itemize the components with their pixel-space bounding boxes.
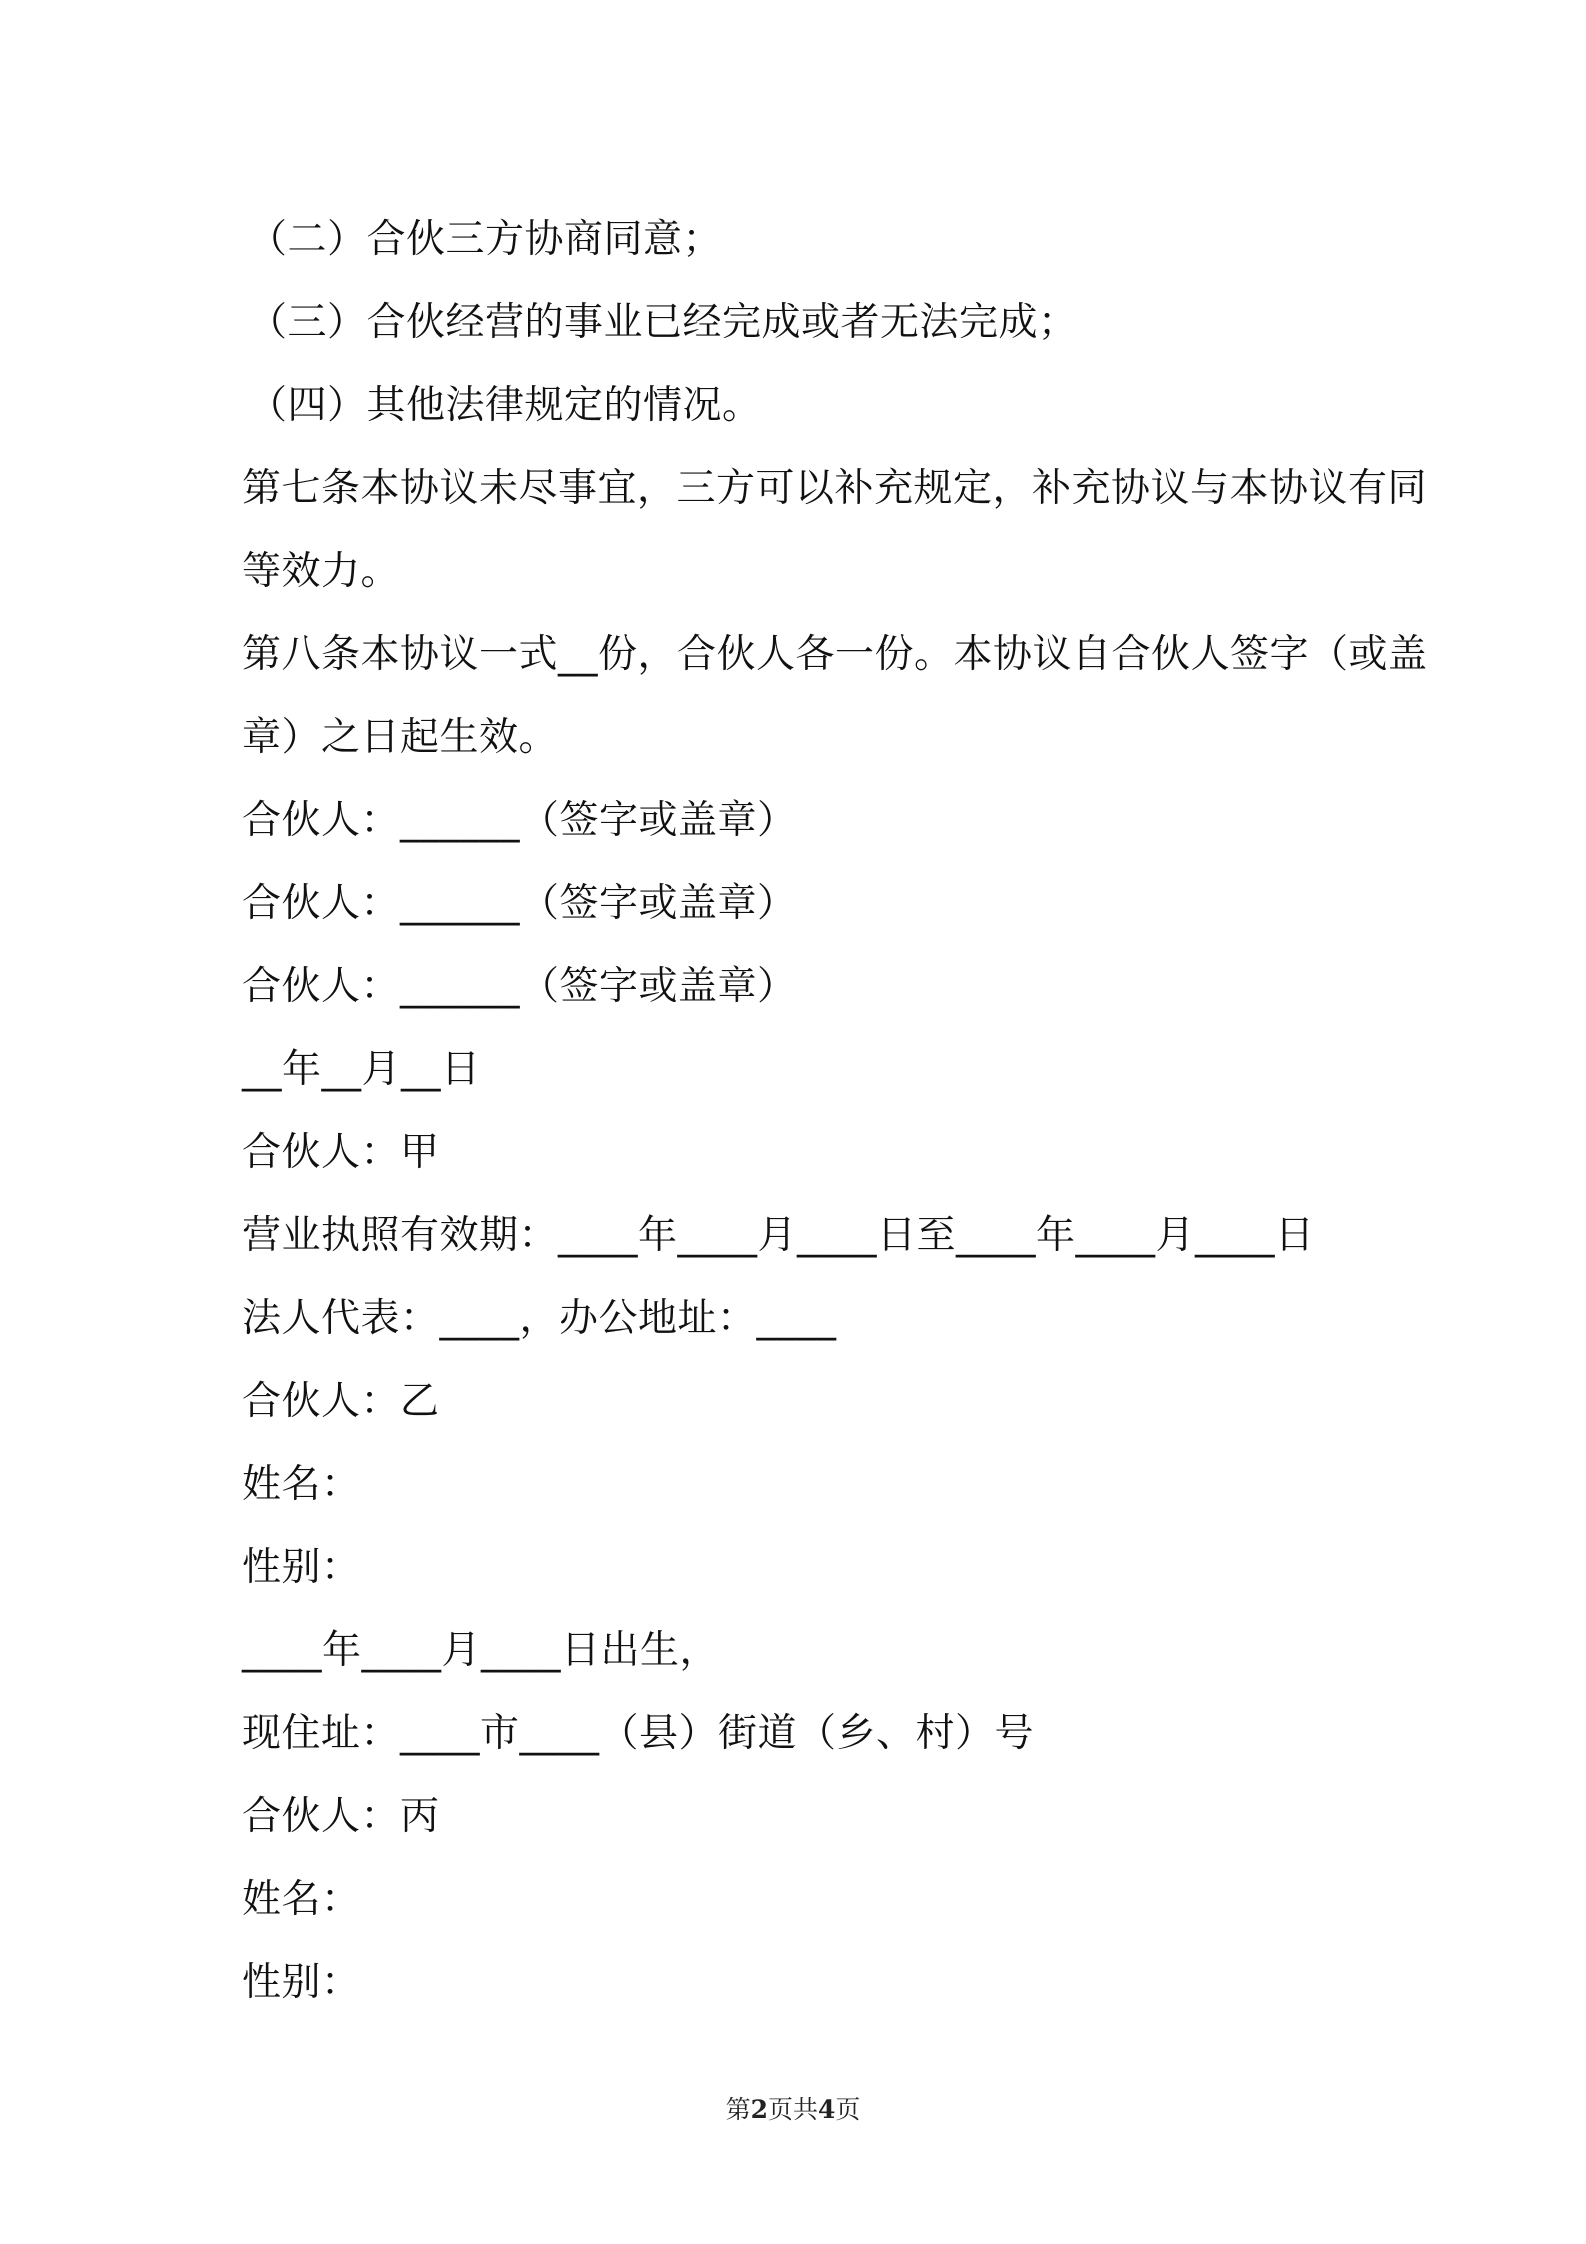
partner-c-name: 姓名：: [242, 1877, 361, 1922]
legal-rep-address: 法人代表：____，办公地址：____: [242, 1296, 837, 1341]
partner-c-heading: 合伙人：丙: [242, 1794, 440, 1839]
footer-page-number: 2: [750, 2095, 768, 2124]
partner-b-name: 姓名：: [242, 1462, 361, 1507]
article-7-line-2: 等效力。: [242, 549, 401, 594]
partner-b-gender: 性别：: [242, 1545, 361, 1590]
partner-b-address: 现住址：____市____（县）街道（乡、村）号: [242, 1711, 1035, 1756]
partner-signature-3: 合伙人：______（签字或盖章）: [242, 964, 797, 1009]
signing-date: __年__月__日: [242, 1047, 481, 1092]
partner-signature-1: 合伙人：______（签字或盖章）: [242, 798, 797, 843]
partner-c-gender: 性别：: [242, 1960, 361, 2005]
document-body: [242, 198, 1428, 2024]
page-footer: [0, 2090, 1586, 2126]
footer-prefix: 第: [725, 2095, 751, 2124]
article-7-line-1: 第七条本协议未尽事宜，三方可以补充规定，补充协议与本协议有同: [242, 466, 1428, 511]
license-validity: 营业执照有效期：____年____月____日至____年____月____日: [242, 1213, 1315, 1258]
partner-signature-2: 合伙人：______（签字或盖章）: [242, 881, 797, 926]
clause-item-3: （三）合伙经营的事业已经完成或者无法完成；: [248, 300, 1078, 345]
partner-b-birthdate: ____年____月____日出生，: [242, 1628, 720, 1673]
clause-item-2: （二）合伙三方协商同意；: [248, 217, 723, 262]
article-8-line-2: 章）之日起生效。: [242, 715, 559, 760]
footer-total-pages: 4: [818, 2095, 836, 2124]
partner-b-heading: 合伙人：乙: [242, 1379, 440, 1424]
footer-suffix: 页: [835, 2095, 861, 2124]
article-8-line-1: 第八条本协议一式__份，合伙人各一份。本协议自合伙人签字（或盖: [242, 632, 1428, 677]
partner-a-heading: 合伙人：甲: [242, 1130, 440, 1175]
clause-item-4: （四）其他法律规定的情况。: [248, 383, 762, 428]
footer-middle: 页共: [767, 2095, 818, 2124]
